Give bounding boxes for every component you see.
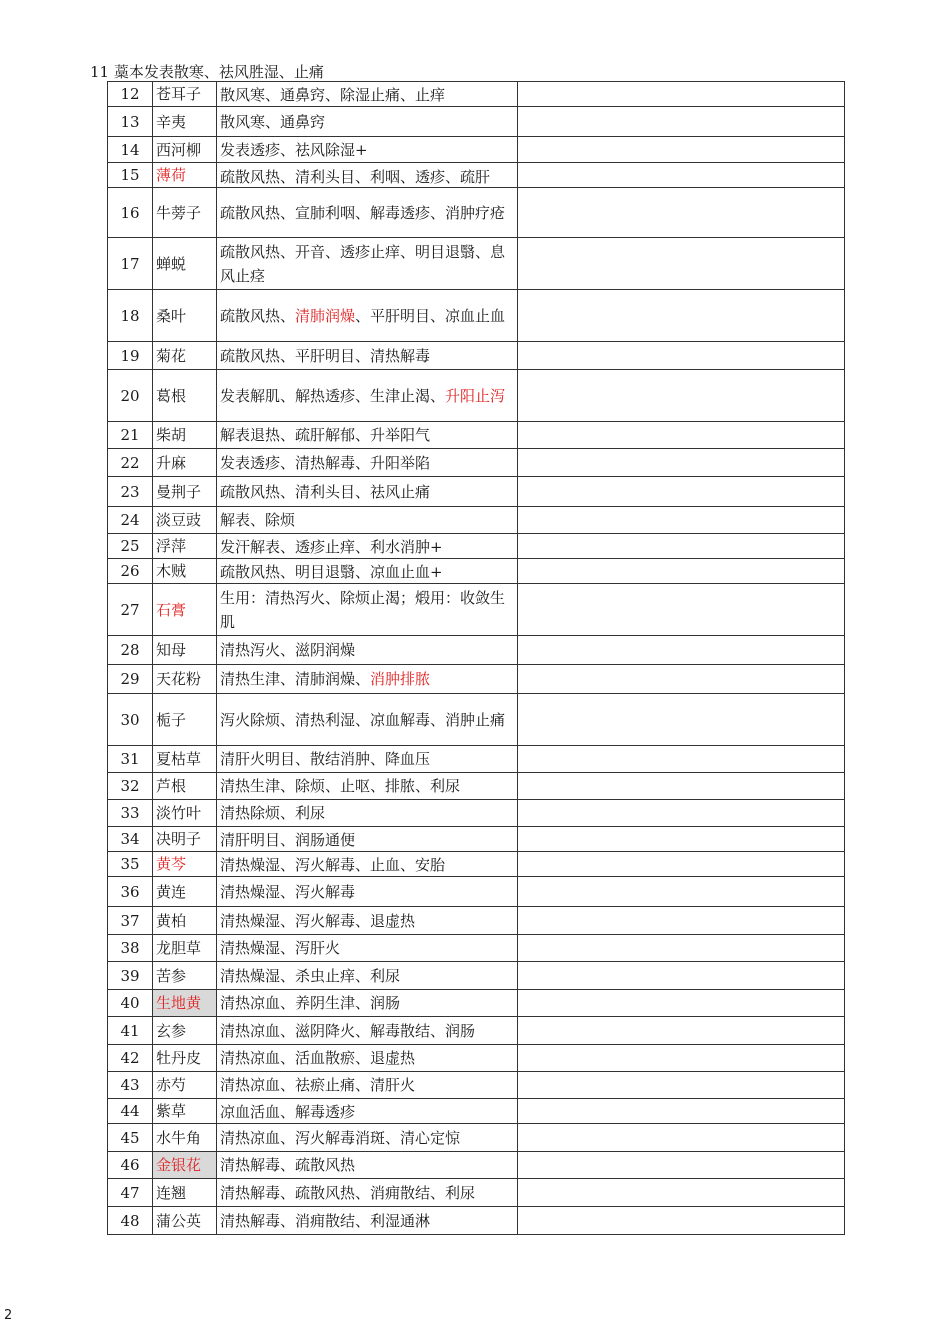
notes-cell <box>518 584 845 636</box>
effect-text: 清热解毒、疏散风热 <box>220 1156 356 1174</box>
effect-text: 发汗解表、透疹止痒、利水消肿+ <box>220 537 443 556</box>
effect-text: 发表透疹、清热解毒、升阳举陷 <box>220 453 431 472</box>
herb-name: 龙胆草 <box>153 935 217 962</box>
effect-text: 清热凉血、滋阴降火、解毒散结、润肠 <box>220 1021 476 1040</box>
effect-text: 清热凉血、祛瘀止痛、清肝火 <box>220 1076 416 1094</box>
row-number: 40 <box>108 990 153 1017</box>
herb-effect <box>217 773 518 800</box>
row-number: 37 <box>108 907 153 935</box>
herb-effect <box>217 290 518 342</box>
effect-text: 发表透疹、祛风除湿+ <box>220 140 368 159</box>
table-row <box>108 877 845 907</box>
notes-cell <box>518 342 845 370</box>
herb-name: 淡豆豉 <box>153 507 217 534</box>
table-row <box>108 584 845 636</box>
notes-cell <box>518 773 845 800</box>
notes-cell <box>518 534 845 559</box>
row-number: 13 <box>108 107 153 137</box>
effect-text: 清热泻火、滋阴润燥 <box>220 641 356 659</box>
header-line: 11 藁本发表散寒、祛风胜湿、止痛 <box>90 63 324 81</box>
herb-name: 决明子 <box>153 827 217 852</box>
herb-effect <box>217 907 518 935</box>
herb-effect <box>217 990 518 1017</box>
notes-cell <box>518 507 845 534</box>
herb-name: 辛夷 <box>153 107 217 137</box>
row-number: 33 <box>108 800 153 827</box>
herb-name: 桑叶 <box>153 290 217 342</box>
effect-text: 清肝明目、润肠通便 <box>220 830 356 849</box>
herb-name: 曼荆子 <box>153 477 217 507</box>
notes-cell <box>518 559 845 584</box>
row-number: 36 <box>108 877 153 907</box>
table-row <box>108 342 845 370</box>
herb-effect <box>217 636 518 665</box>
table-row <box>108 534 845 559</box>
effect-text: 清热解毒、消痈散结、利湿通淋 <box>220 1211 431 1230</box>
herb-name: 黄芩 <box>153 852 217 877</box>
herb-effect <box>217 82 518 107</box>
herb-effect <box>217 1207 518 1235</box>
effect-text: 解表、除烦 <box>220 511 296 529</box>
herb-effect <box>217 238 518 290</box>
table-row <box>108 477 845 507</box>
herb-name: 赤芍 <box>153 1072 217 1099</box>
herb-name: 玄参 <box>153 1017 217 1045</box>
herb-effect <box>217 665 518 694</box>
herb-name: 蝉蜕 <box>153 238 217 290</box>
effect-text: 疏散风热、明目退翳、凉血止血+ <box>220 562 443 581</box>
effect-text: 清热燥湿、泻肝火 <box>220 939 341 957</box>
effect-text: 清热燥湿、泻火解毒、止血、安胎 <box>220 856 446 874</box>
herb-name: 天花粉 <box>153 665 217 694</box>
effect-text: 凉血活血、解毒透疹 <box>220 1102 356 1121</box>
row-number: 39 <box>108 962 153 990</box>
row-number: 30 <box>108 694 153 746</box>
effect-text: 泻火除烦、清热利湿、凉血解毒、消肿止痛 <box>220 710 506 729</box>
notes-cell <box>518 163 845 188</box>
effect-highlight: 消肿排脓 <box>370 670 431 688</box>
herb-table-body <box>108 82 845 1235</box>
effect-text: 发表解肌、解热透疹、生津止渴、 <box>220 386 446 405</box>
table-row <box>108 962 845 990</box>
row-number: 35 <box>108 852 153 877</box>
herb-name: 牡丹皮 <box>153 1045 217 1072</box>
row-number: 34 <box>108 827 153 852</box>
notes-cell <box>518 962 845 990</box>
row-number: 24 <box>108 507 153 534</box>
row-number: 12 <box>108 82 153 107</box>
herb-name: 苍耳子 <box>153 82 217 107</box>
notes-cell <box>518 852 845 877</box>
row-number: 18 <box>108 290 153 342</box>
effect-text: 清热凉血、活血散瘀、退虚热 <box>220 1049 416 1067</box>
row-number: 14 <box>108 137 153 163</box>
herb-name: 菊花 <box>153 342 217 370</box>
row-number: 21 <box>108 422 153 449</box>
table-row <box>108 163 845 188</box>
herb-effect <box>217 342 518 370</box>
effect-text: 清热凉血、养阴生津、润肠 <box>220 994 401 1012</box>
effect-text: 散风寒、通鼻窍 <box>220 112 326 131</box>
herb-name: 木贼 <box>153 559 217 584</box>
table-row <box>108 827 845 852</box>
effect-text: 清热燥湿、泻火解毒 <box>220 882 356 901</box>
notes-cell <box>518 1124 845 1152</box>
herb-name: 芦根 <box>153 773 217 800</box>
herb-name: 连翘 <box>153 1179 217 1207</box>
herb-name: 葛根 <box>153 370 217 422</box>
herb-name: 栀子 <box>153 694 217 746</box>
herb-name: 水牛角 <box>153 1124 217 1152</box>
notes-cell <box>518 746 845 773</box>
effect-text: 清热生津、除烦、止呕、排脓、利尿 <box>220 777 461 795</box>
effect-text: 清肝火明目、散结消肿、降血压 <box>220 750 431 768</box>
notes-cell <box>518 1179 845 1207</box>
row-number: 22 <box>108 449 153 477</box>
herb-effect <box>217 827 518 852</box>
row-number: 42 <box>108 1045 153 1072</box>
notes-cell <box>518 107 845 137</box>
row-number: 27 <box>108 584 153 636</box>
notes-cell <box>518 636 845 665</box>
effect-text: 解表退热、疏肝解郁、升举阳气 <box>220 426 431 444</box>
notes-cell <box>518 877 845 907</box>
herb-name: 夏枯草 <box>153 746 217 773</box>
herb-name: 苦参 <box>153 962 217 990</box>
herb-effect <box>217 852 518 877</box>
herb-effect <box>217 449 518 477</box>
herb-effect <box>217 1152 518 1179</box>
row-number: 44 <box>108 1099 153 1124</box>
herb-effect <box>217 370 518 422</box>
effect-text: 清热燥湿、杀虫止痒、利尿 <box>220 966 401 985</box>
herb-effect <box>217 694 518 746</box>
effect-text: 清热燥湿、泻火解毒、退虚热 <box>220 911 416 930</box>
notes-cell <box>518 137 845 163</box>
effect-text: 清热生津、清肺润燥、 <box>220 670 371 688</box>
effect-text: 清热凉血、泻火解毒消斑、清心定惊 <box>220 1128 461 1147</box>
table-row <box>108 1017 845 1045</box>
table-row <box>108 852 845 877</box>
table-row <box>108 137 845 163</box>
herb-name: 知母 <box>153 636 217 665</box>
effect-text: 疏散风热、平肝明目、清热解毒 <box>220 346 431 365</box>
notes-cell <box>518 1152 845 1179</box>
table-row <box>108 1045 845 1072</box>
table-row <box>108 507 845 534</box>
notes-cell <box>518 477 845 507</box>
table-row <box>108 800 845 827</box>
notes-cell <box>518 990 845 1017</box>
table-row <box>108 694 845 746</box>
row-number: 45 <box>108 1124 153 1152</box>
notes-cell <box>518 827 845 852</box>
table-row <box>108 907 845 935</box>
herb-effect <box>217 935 518 962</box>
row-number: 43 <box>108 1072 153 1099</box>
effect-text: 疏散风热、开音、透疹止痒、明目退翳、息风止痉 <box>220 242 506 285</box>
table-row <box>108 82 845 107</box>
herb-effect <box>217 1179 518 1207</box>
effect-highlight: 升阳止泻 <box>445 386 506 405</box>
herb-effect <box>217 477 518 507</box>
herb-name: 生地黄 <box>153 990 217 1017</box>
effect-text: 疏散风热、清利头目、利咽、透疹、疏肝 <box>220 167 491 186</box>
notes-cell <box>518 935 845 962</box>
effect-text: 疏散风热、清利头目、祛风止痛 <box>220 482 431 501</box>
notes-cell <box>518 82 845 107</box>
row-number: 46 <box>108 1152 153 1179</box>
notes-cell <box>518 370 845 422</box>
table-row <box>108 1124 845 1152</box>
page-number: 2 <box>4 1308 13 1323</box>
table-row <box>108 990 845 1017</box>
herb-effect <box>217 800 518 827</box>
table-row <box>108 1207 845 1235</box>
herb-effect <box>217 746 518 773</box>
notes-cell <box>518 1207 845 1235</box>
row-number: 20 <box>108 370 153 422</box>
effect-text: 、平肝明目、凉血止血 <box>355 306 506 325</box>
notes-cell <box>518 290 845 342</box>
herb-name: 牛蒡子 <box>153 188 217 238</box>
table-row <box>108 238 845 290</box>
herb-effect <box>217 534 518 559</box>
notes-cell <box>518 188 845 238</box>
herb-effect <box>217 188 518 238</box>
herb-effect <box>217 559 518 584</box>
effect-text: 疏散风热、 <box>220 306 296 325</box>
table-row <box>108 422 845 449</box>
row-number: 48 <box>108 1207 153 1235</box>
table-row <box>108 1179 845 1207</box>
effect-text: 清热解毒、疏散风热、消痈散结、利尿 <box>220 1183 476 1202</box>
table-row <box>108 665 845 694</box>
row-number: 47 <box>108 1179 153 1207</box>
row-number: 41 <box>108 1017 153 1045</box>
herb-name: 柴胡 <box>153 422 217 449</box>
herb-name: 西河柳 <box>153 137 217 163</box>
herb-effect <box>217 107 518 137</box>
notes-cell <box>518 449 845 477</box>
table-row <box>108 1152 845 1179</box>
table-row <box>108 370 845 422</box>
notes-cell <box>518 1099 845 1124</box>
table-row <box>108 290 845 342</box>
notes-cell <box>518 238 845 290</box>
herb-effect <box>217 1045 518 1072</box>
herb-effect <box>217 1017 518 1045</box>
row-number: 31 <box>108 746 153 773</box>
notes-cell <box>518 800 845 827</box>
row-number: 28 <box>108 636 153 665</box>
herb-name: 蒲公英 <box>153 1207 217 1235</box>
herb-name: 浮萍 <box>153 534 217 559</box>
herb-name: 紫草 <box>153 1099 217 1124</box>
effect-text: 清热除烦、利尿 <box>220 804 326 822</box>
herb-effect <box>217 1072 518 1099</box>
table-row <box>108 449 845 477</box>
table-row <box>108 636 845 665</box>
notes-cell <box>518 1017 845 1045</box>
herb-effect <box>217 507 518 534</box>
row-number: 15 <box>108 163 153 188</box>
notes-cell <box>518 1072 845 1099</box>
notes-cell <box>518 694 845 746</box>
herb-effect <box>217 584 518 636</box>
herb-effect <box>217 163 518 188</box>
herb-table <box>107 81 845 1235</box>
table-row <box>108 746 845 773</box>
notes-cell <box>518 1045 845 1072</box>
herb-name: 黄柏 <box>153 907 217 935</box>
table-row <box>108 935 845 962</box>
table-row <box>108 773 845 800</box>
herb-name: 淡竹叶 <box>153 800 217 827</box>
herb-name: 升麻 <box>153 449 217 477</box>
row-number: 23 <box>108 477 153 507</box>
table-row <box>108 559 845 584</box>
herb-effect <box>217 877 518 907</box>
row-number: 16 <box>108 188 153 238</box>
row-number: 32 <box>108 773 153 800</box>
herb-name: 石膏 <box>153 584 217 636</box>
herb-name: 薄荷 <box>153 163 217 188</box>
herb-effect <box>217 1099 518 1124</box>
effect-text: 散风寒、通鼻窍、除湿止痛、止痒 <box>220 85 446 104</box>
herb-effect <box>217 962 518 990</box>
herb-name: 黄连 <box>153 877 217 907</box>
notes-cell <box>518 907 845 935</box>
row-number: 19 <box>108 342 153 370</box>
table-row <box>108 188 845 238</box>
effect-text: 疏散风热、宣肺利咽、解毒透疹、消肿疗疮 <box>220 203 506 222</box>
effect-text: 生用：清热泻火、除烦止渴；煅用：收敛生肌 <box>220 588 506 631</box>
notes-cell <box>518 665 845 694</box>
row-number: 29 <box>108 665 153 694</box>
herb-effect <box>217 422 518 449</box>
table-row <box>108 1099 845 1124</box>
row-number: 25 <box>108 534 153 559</box>
herb-effect <box>217 1124 518 1152</box>
table-row <box>108 1072 845 1099</box>
row-number: 26 <box>108 559 153 584</box>
herb-name: 金银花 <box>153 1152 217 1179</box>
herb-effect <box>217 137 518 163</box>
row-number: 38 <box>108 935 153 962</box>
table-row <box>108 107 845 137</box>
row-number: 17 <box>108 238 153 290</box>
effect-highlight: 清肺润燥 <box>295 306 356 325</box>
notes-cell <box>518 422 845 449</box>
